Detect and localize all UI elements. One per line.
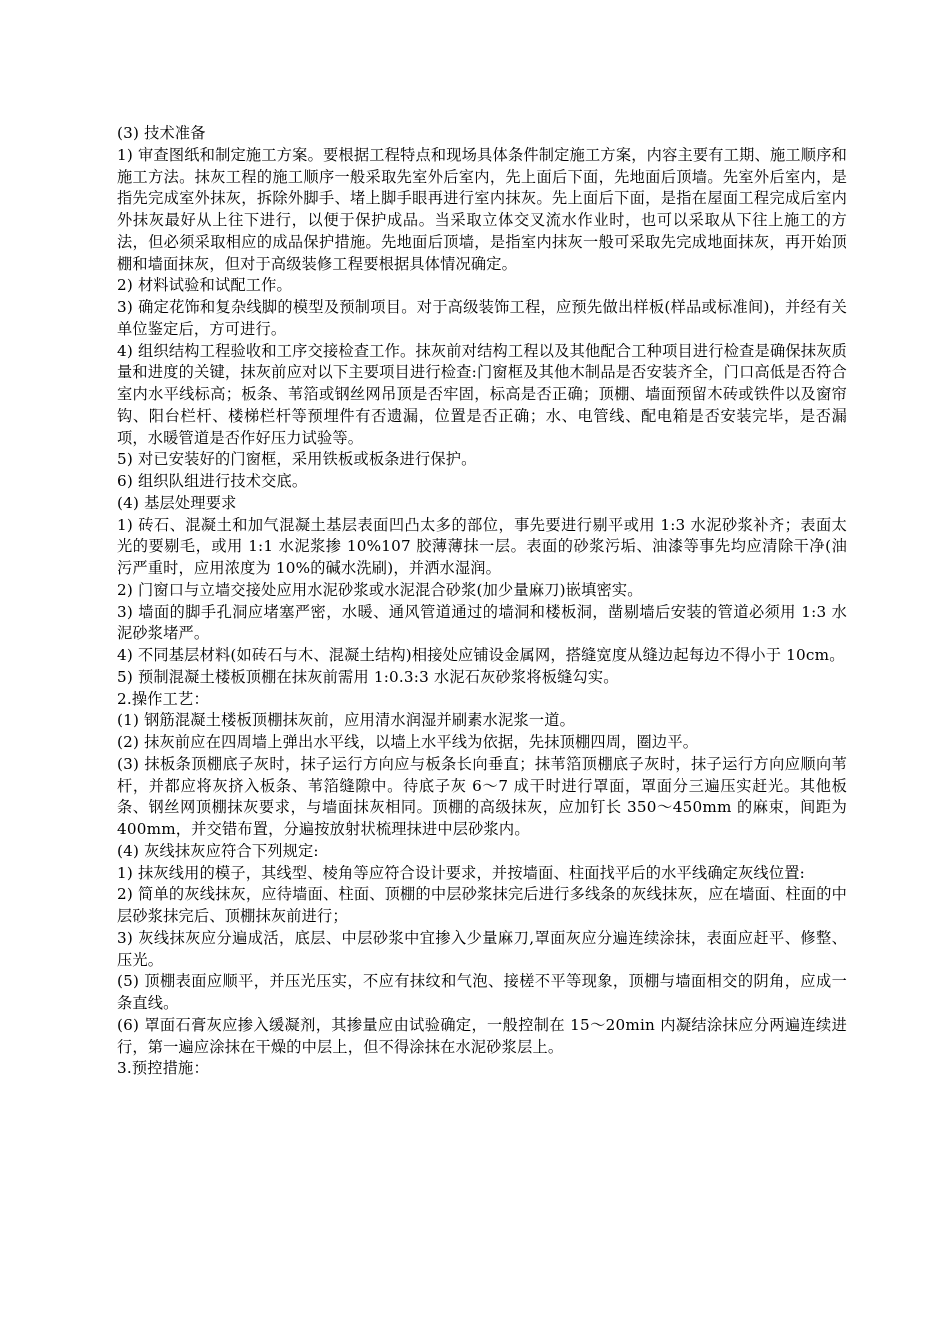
heading-technical-preparation: (3) 技术准备 xyxy=(117,124,206,142)
paragraph-ceiling-wetting: (1) 钢筋混凝土楼板顶棚抹灰前，应用清水润湿并刷素水泥浆一道。 xyxy=(117,711,575,730)
paragraph-frame-protection: 5) 对已安装好的门窗框，采用铁板或板条进行保护。 xyxy=(117,450,477,469)
paragraph-lath-ceiling: (3) 抹板条顶棚底子灰时，抹子运行方向应与板条长向垂直；抹苇箔顶棚底子灰时，抹子运行方向应顺向苇杆，并都应将灰挤入板条、苇箔缝隙中。待底子灰 6～7 成干时进行罩面，罩面分三遍压实赶光。其他板条、钢丝网顶棚抹灰要求，与墙面抹灰相同。顶棚的高级抹灰，应加钉长 350～450mm 的麻束，间距为 400mm，并交错布置，分遍按放射状梳理抹进中层砂浆内。 xyxy=(117,754,847,838)
paragraph-technical-briefing: 6) 组织队组进行技术交底。 xyxy=(117,472,308,490)
paragraph-scaffold-holes: 3) 墙面的脚手孔洞应堵塞严密，水暖、通风管道通过的墙洞和楼板洞，凿剔墙后安装的管道必须用 1:3 水泥砂浆堵严。 xyxy=(117,602,847,643)
heading-base-treatment: (4) 基层处理要求 xyxy=(117,493,237,512)
paragraph-molding-layers: 3) 灰线抹灰应分遍成活，底层、中层砂浆中宜掺入少量麻刀,罩面灰应分遍连续涂抹，表面应赶平、修整、压光。 xyxy=(117,928,847,969)
heading-operation-process: 2.操作工艺： xyxy=(117,689,209,708)
paragraph-decorative-models: 3) 确定花饰和复杂线脚的模型及预制项目。对于高级装饰工程，应预先做出样板(样品或标准间)，并经有关单位鉴定后，方可进行。 xyxy=(117,298,847,338)
paragraph-gypsum-finish: (6) 罩面石膏灰应掺入缓凝剂，其掺量应由试验确定，一般控制在 15～20min 内凝结涂抹应分两遍连续进行，第一遍应涂抹在干燥的中层上，但不得涂抹在水泥砂浆层上。 xyxy=(117,1015,847,1056)
paragraph-level-line: (2) 抹灰前应在四周墙上弹出水平线，以墙上水平线为依据，先抹顶棚四周，圈边平。 xyxy=(117,733,699,751)
paragraph-door-window-joint: 2) 门窗口与立墙交接处应用水泥砂浆或水泥混合砂浆(加少量麻刀)嵌填密实。 xyxy=(117,580,643,599)
heading-molding-rules: (4) 灰线抹灰应符合下列规定: xyxy=(117,841,319,860)
paragraph-ceiling-surface: (5) 顶棚表面应顺平，并压光压实，不应有抹纹和气泡、接槎不平等现象，顶棚与墙面相交的阴角，应成一条直线。 xyxy=(117,972,847,1012)
paragraph-construction-plan: 1) 审查图纸和制定施工方案。要根据工程特点和现场具体条件制定施工方案，内容主要有工期、施工顺序和施工方法。抹灰工程的施工顺序一般采取先室外后室内，先上面后下面，先地面后顶墙。先室外后室内，是指先完成室外抹灰，拆除外脚手、堵上脚手眼再进行室内抹灰。先上面后下面，是指在屋面工程完成后室内外抹灰最好从上往下进行，以便于保护成品。当采取立体交叉流水作业时，也可以采取从下往上施工的方法，但必须采取相应的成品保护措施。先地面后顶墙，是指室内抹灰一般可采取先完成地面抹灰，再开始顶棚和墙面抹灰，但对于高级装修工程要根据具体情况确定。 xyxy=(117,145,847,273)
paragraph-structure-inspection: 4) 组织结构工程验收和工序交接检查工作。抹灰前对结构工程以及其他配合工种项目进行检查是确保抹灰质量和进度的关键，抹灰前应对以下主要项目进行检查:门窗框及其他木制品是否安装齐全，门口高低是否符合室内水平线标高；板条、苇箔或钢丝网吊顶是否牢固，标高是否正确；顶棚、墙面预留木砖或铁件以及窗帘钩、阳台栏杆、楼梯栏杆等预埋件有否遗漏，位置是否正确；水、电管线、配电箱是否安装完毕，是否漏项，水暖管道是否作好压力试验等。 xyxy=(117,341,847,447)
document-page xyxy=(117,123,847,1080)
paragraph-slab-joints: 5) 预制混凝土楼板顶棚在抹灰前需用 1:0.3:3 水泥石灰砂浆将板缝勾实。 xyxy=(117,667,619,686)
paragraph-base-surface: 1) 砖石、混凝土和加气混凝土基层表面凹凸太多的部位，事先要进行剔平或用 1:3 水泥砂浆补齐；表面太光的要剔毛，或用 1:1 水泥浆掺 10%107 胶薄薄抹一层。表面的砂浆污垢、油漆等事先均应清除干净(油污严重时，应用浓度为 10%的碱水洗刷)，并洒水湿润。 xyxy=(117,515,847,577)
heading-preventive-measures: 3.预控措施： xyxy=(117,1059,209,1078)
paragraph-material-test: 2) 材料试验和试配工作。 xyxy=(117,276,292,295)
paragraph-molding-template: 1) 抹灰线用的模子，其线型、棱角等应符合设计要求，并按墙面、柱面找平后的水平线确定灰线位置: xyxy=(117,863,805,882)
paragraph-simple-molding: 2) 简单的灰线抹灰，应待墙面、柱面、顶棚的中层砂浆抹完后进行多线条的灰线抹灰，应在墙面、柱面的中层砂浆抹完后、顶棚抹灰前进行； xyxy=(117,885,847,925)
paragraph-metal-mesh: 4) 不同基层材料(如砖石与木、混凝土结构)相接处应铺设金属网，搭缝宽度从缝边起每边不得小于 10cm。 xyxy=(117,646,845,664)
